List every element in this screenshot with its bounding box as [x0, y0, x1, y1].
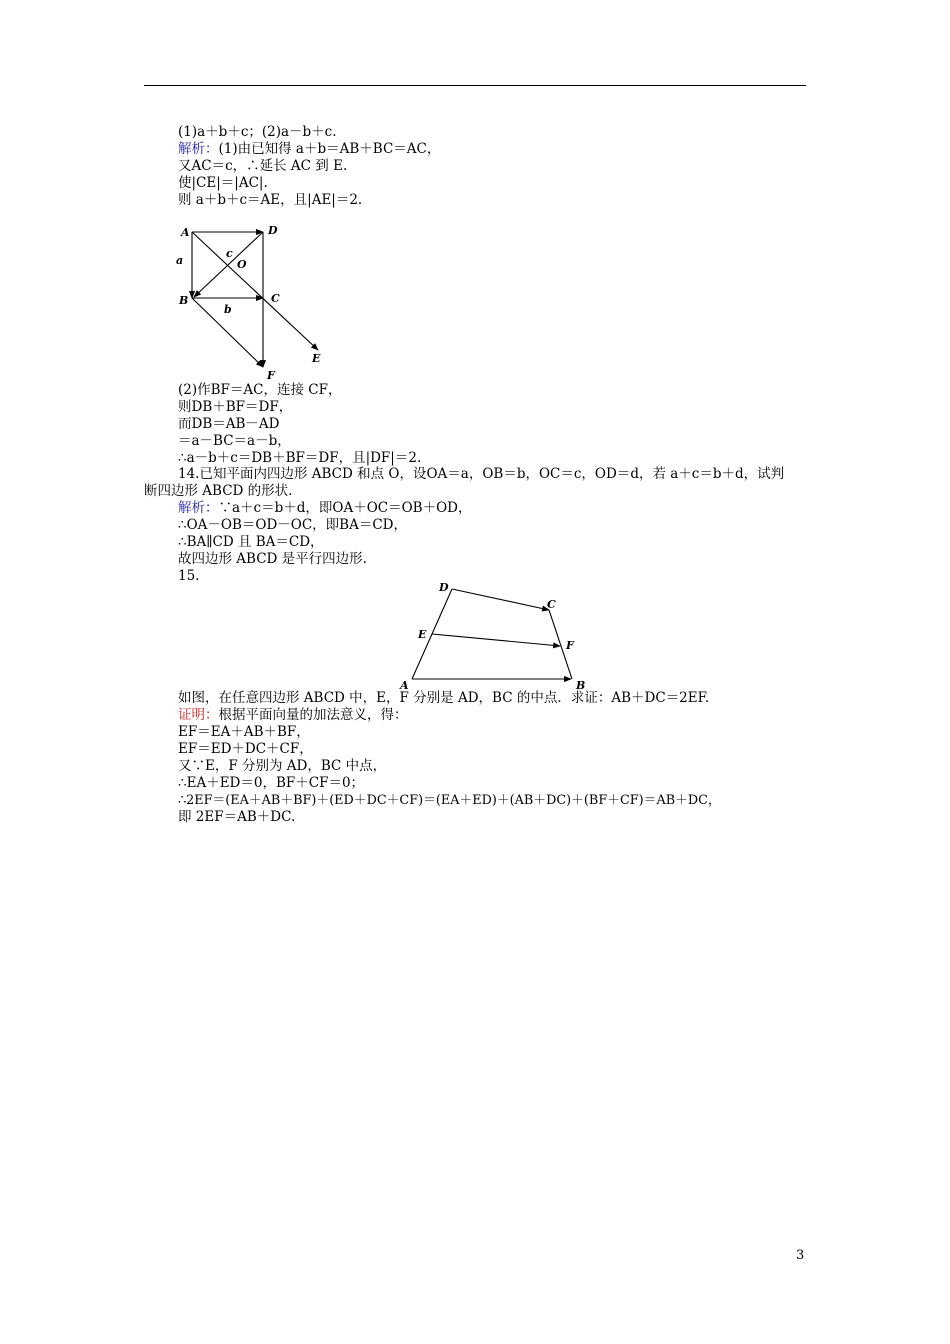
proof-line-4: 又∵E，F 分别为 AD，BC 中点，: [178, 758, 387, 774]
analysis-14-text: ∵a＋c＝b＋d，即OA＋OC＝OB＋OD，: [218, 500, 472, 516]
problem-15-statement: 如图，在任意四边形 ABCD 中，E，F 分别是 AD，BC 的中点．求证：AB＋DC＝2EF.: [178, 690, 710, 706]
text-line-7: 则DB＋BF＝DF，: [178, 399, 293, 415]
proof-line-3: EF＝ED＋DC＋CF，: [178, 741, 313, 757]
analysis-line-1: [178, 141, 440, 158]
problem-15-number: 15.: [178, 568, 200, 584]
text-line-15: ∴BA∥CD 且 BA＝CD，: [178, 534, 324, 550]
fig2-label-e-point: E: [418, 628, 427, 641]
proof-line-2: EF＝EA＋AB＋BF，: [178, 724, 310, 740]
fig2-label-d-point: D: [439, 581, 449, 594]
vector-ae: [192, 232, 318, 350]
fig1-label-a-point: A: [181, 226, 190, 239]
vector-ef: [432, 634, 560, 646]
analysis-label-14: 解析：: [178, 500, 219, 516]
fig1-label-vector-b: b: [224, 303, 232, 316]
fig1-label-f-point: F: [267, 369, 275, 382]
page-number: 3: [796, 1248, 805, 1263]
text-line-14: ∴OA－OB＝OD－OC，即BA＝CD，: [178, 517, 408, 533]
fig2-label-f-point: F: [566, 639, 574, 652]
problem-14-line-1: 14.已知平面内四边形 ABCD 和点 O，设OA＝a，OB＝b，OC＝c，OD＝d，若 a＋c＝b＋d，试判: [178, 466, 785, 482]
answer-line-1: (1)a＋b＋c；(2)a－b＋c.: [178, 124, 337, 140]
text-line-3: 又AC＝c，∴延长 AC 到 E.: [178, 158, 348, 174]
fig1-label-d-point: D: [268, 224, 278, 237]
text-line-4: 使|CE|＝|AC|.: [178, 175, 268, 191]
fig2-label-a-point: A: [400, 679, 409, 690]
fig2-label-b-point: B: [576, 679, 586, 690]
text-line-9: ＝a－BC＝a－b，: [178, 433, 291, 449]
proof-line-6: ∴2EF＝(EA＋AB＋BF)＋(ED＋DC＋CF)＝(EA＋ED)＋(AB＋DC)＋(BF＋CF)＝AB＋DC，: [178, 793, 721, 808]
text-line-6: (2)作BF＝AC，连接 CF，: [178, 382, 342, 398]
proof-line-7: 即 2EF＝AB＋DC.: [178, 809, 296, 825]
proof-line-5: ∴EA＋ED＝0，BF＋CF＝0；: [178, 775, 365, 791]
fig1-label-vector-c: c: [226, 247, 233, 260]
vector-dc: [452, 589, 549, 610]
fig2-label-c-point: C: [547, 598, 556, 611]
figure-quadrilateral-diagram: [395, 578, 595, 690]
header-rule: [144, 85, 806, 86]
fig1-label-e-point: E: [312, 352, 321, 365]
fig1-label-b-point: B: [179, 294, 189, 307]
text-line-16: 故四边形 ABCD 是平行四边形.: [178, 551, 367, 567]
figure-square-diagram: [170, 222, 335, 382]
analysis-label: 解析：: [178, 141, 219, 157]
proof-text: 根据平面向量的加法意义，得：: [218, 707, 408, 723]
fig1-label-vector-a: a: [176, 254, 184, 267]
analysis-14-line: [178, 500, 472, 517]
fig1-label-c-point: C: [271, 292, 280, 305]
vector-db: [194, 232, 263, 297]
text-line-5: 则 a＋b＋c＝AE，且|AE|＝2.: [178, 192, 363, 208]
analysis-text: (1)由已知得 a＋b＝AB＋BC＝AC，: [218, 141, 441, 157]
text-line-10: ∴a－b＋c＝DB＋BF＝DF，且|DF|＝2.: [178, 450, 422, 466]
fig1-label-o-point: O: [237, 258, 247, 271]
problem-14-line-2: 断四边形 ABCD 的形状.: [144, 483, 293, 499]
proof-line-1: [178, 707, 408, 724]
proof-label: 证明：: [178, 707, 219, 723]
text-line-8: 而DB＝AB－AD: [178, 416, 280, 432]
